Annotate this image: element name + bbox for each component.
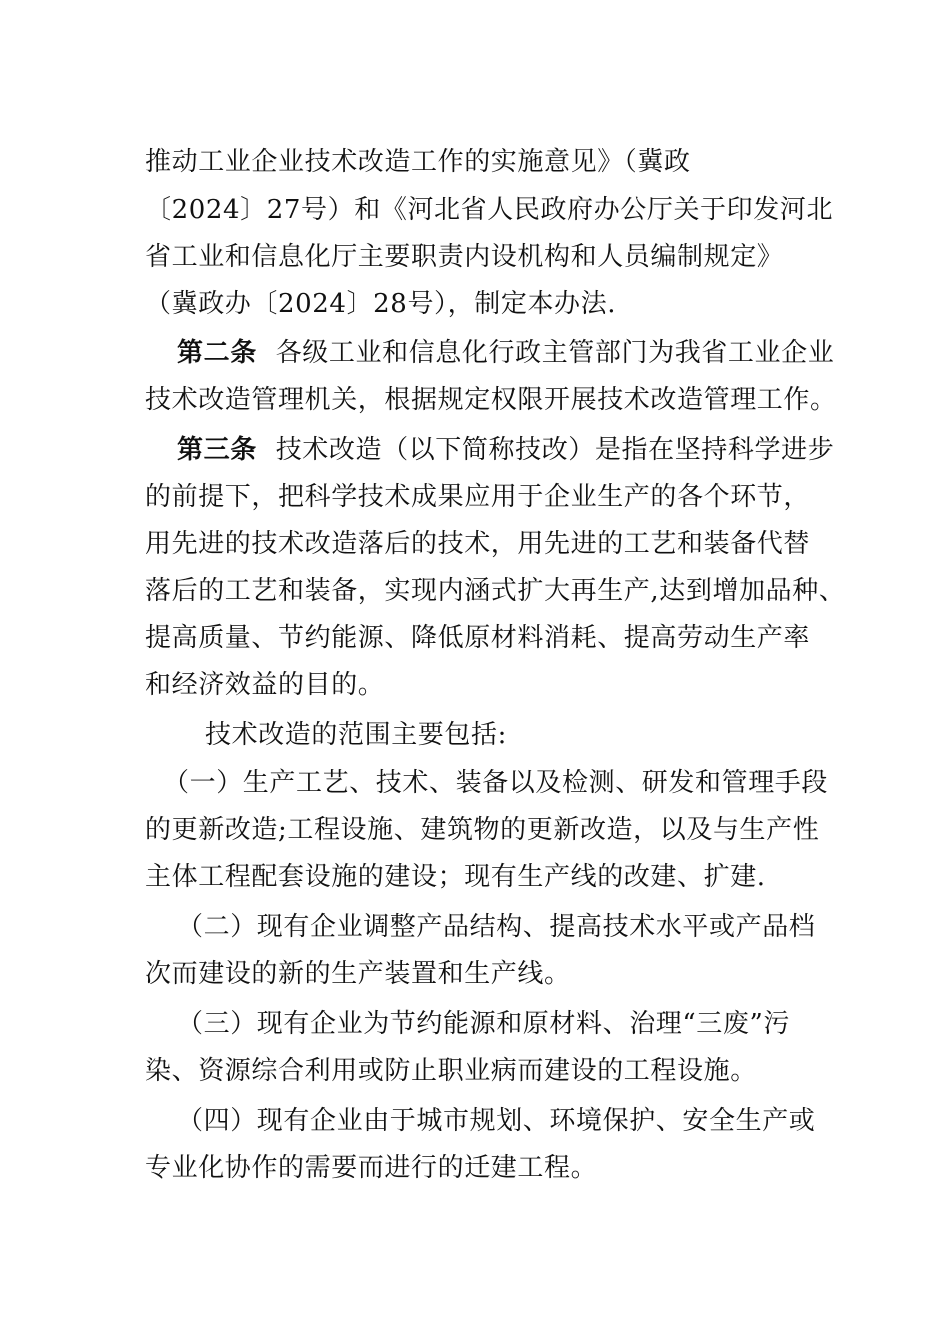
article-2-first-line bbox=[177, 336, 834, 370]
text-line-16: 主体工程配套设施的建设；现有生产线的改建、扩建. bbox=[145, 862, 766, 892]
article-3-text: 技术改造（以下简称技改）是指在坚持科学进步 bbox=[275, 435, 835, 465]
text-line-10: 落后的工艺和装备，实现内涵式扩大再生产,达到增加品种、 bbox=[145, 576, 846, 606]
text-line-8: 的前提下，把科学技术成果应用于企业生产的各个环节， bbox=[145, 482, 811, 512]
article-3-heading: 第三条 bbox=[177, 435, 257, 465]
text-line-12: 和经济效益的目的。 bbox=[145, 670, 385, 700]
text-line-11: 提高质量、节约能源、降低原材料消耗、提高劳动生产率 bbox=[145, 623, 811, 653]
text-line-4: （冀政办〔2024〕28号），制定本办法. bbox=[145, 289, 617, 319]
text-line-9: 用先进的技术改造落后的技术，用先进的工艺和装备代替 bbox=[145, 529, 811, 559]
text-line-22: 专业化协作的需要而进行的迁建工程。 bbox=[145, 1153, 598, 1183]
text-line-1: 推动工业企业技术改造工作的实施意见》（冀政 bbox=[145, 147, 691, 177]
text-line-21: （四）现有企业由于城市规划、环境保护、安全生产或 bbox=[177, 1106, 816, 1136]
text-line-6: 技术改造管理机关，根据规定权限开展技术改造管理工作。 bbox=[145, 385, 837, 415]
article-2-heading: 第二条 bbox=[177, 338, 257, 368]
article-2-text: 各级工业和信息化行政主管部门为我省工业企业 bbox=[275, 338, 835, 368]
article-3-first-line bbox=[177, 433, 834, 467]
text-line-3: 省工业和信息化厅主要职责内设机构和人员编制规定》 bbox=[145, 242, 784, 272]
text-line-14: （一）生产工艺、技术、装备以及检测、研发和管理手段 bbox=[163, 768, 829, 798]
text-line-20: 染、资源综合利用或防止职业病而建设的工程设施。 bbox=[145, 1056, 757, 1086]
text-line-13: 技术改造的范围主要包括: bbox=[205, 720, 507, 750]
text-line-15: 的更新改造;工程设施、建筑物的更新改造，以及与生产性 bbox=[145, 815, 820, 845]
text-line-2: 〔2024〕27号）和《河北省人民政府办公厅关于印发河北 bbox=[145, 195, 834, 225]
text-line-18: 次而建设的新的生产装置和生产线。 bbox=[145, 959, 571, 989]
text-line-19: （三）现有企业为节约能源和原材料、治理“三废”污 bbox=[177, 1009, 790, 1039]
text-line-17: （二）现有企业调整产品结构、提高技术水平或产品档 bbox=[177, 912, 816, 942]
